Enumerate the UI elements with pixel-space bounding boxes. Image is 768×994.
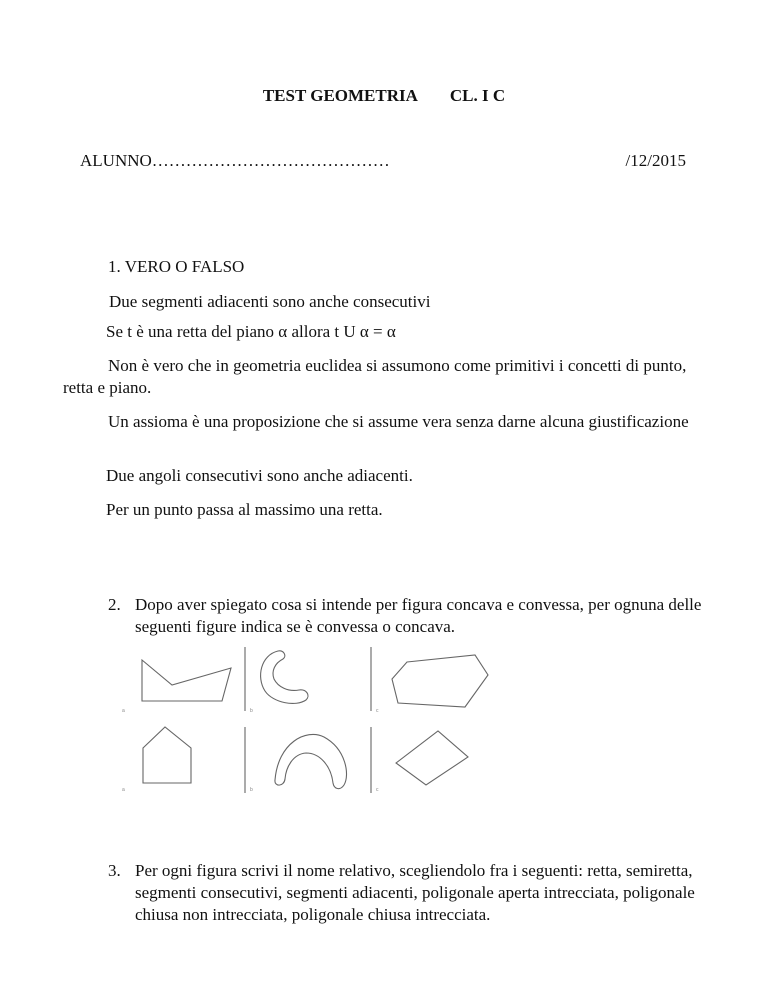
shapes-svg bbox=[120, 645, 490, 797]
shape-concave-curve bbox=[261, 651, 308, 704]
q1-statement-3: Non è vero che in geometria euclidea si assumono come primitivi i concetti di punto, retta e piano. bbox=[63, 356, 687, 397]
q1-heading: 1. VERO O FALSO bbox=[108, 257, 245, 276]
figure-label: b bbox=[250, 787, 253, 793]
shapes-figure bbox=[120, 645, 490, 797]
figure-label: a bbox=[122, 787, 125, 793]
student-name-line: ALUNNO…………………………………… bbox=[80, 151, 390, 170]
figure-label: a bbox=[122, 708, 125, 714]
shape-convex-rhombus bbox=[396, 731, 468, 785]
figure-label: b bbox=[250, 708, 253, 714]
shape-convex-polygon bbox=[392, 655, 488, 707]
q1-statement-2: Se t è una retta del piano α allora t U α = α bbox=[106, 322, 396, 341]
figure-label: c bbox=[376, 708, 379, 714]
q3-question bbox=[108, 860, 708, 926]
q3-number: 3. bbox=[108, 861, 121, 880]
page-title bbox=[0, 86, 768, 106]
shape-concave-polygon bbox=[142, 660, 231, 701]
figure-label: c bbox=[376, 787, 379, 793]
q3-text: Per ogni figura scrivi il nome relativo, scegliendolo fra i seguenti: retta, semiretta, segmenti consecutivi, segmenti adiacenti, poligonale aperta intrecciata, poligonale chiusa non intrecciata, poligonale chiusa intrecciata. bbox=[135, 861, 695, 924]
q1-statement-6: Per un punto passa al massimo una retta. bbox=[106, 500, 383, 519]
test-date: /12/2015 bbox=[625, 151, 686, 170]
q1-statement-5: Due angoli consecutivi sono anche adiacenti. bbox=[106, 466, 413, 485]
shape-convex-pentagon bbox=[143, 727, 191, 783]
shape-concave-arch bbox=[275, 734, 347, 788]
q2-number: 2. bbox=[108, 595, 121, 614]
q2-text: Dopo aver spiegato cosa si intende per figura concava e convessa, per ognuna delle seguenti figure indica se è convessa o concava. bbox=[135, 595, 702, 636]
q2-question bbox=[108, 594, 708, 638]
q1-statement-1: Due segmenti adiacenti sono anche consecutivi bbox=[109, 292, 431, 311]
title-subject: TEST GEOMETRIA bbox=[262, 86, 418, 105]
title-class: CL. I C bbox=[449, 86, 506, 105]
q1-statement-4: Un assioma è una proposizione che si assume vera senza darne alcuna giustificazione bbox=[108, 412, 689, 431]
